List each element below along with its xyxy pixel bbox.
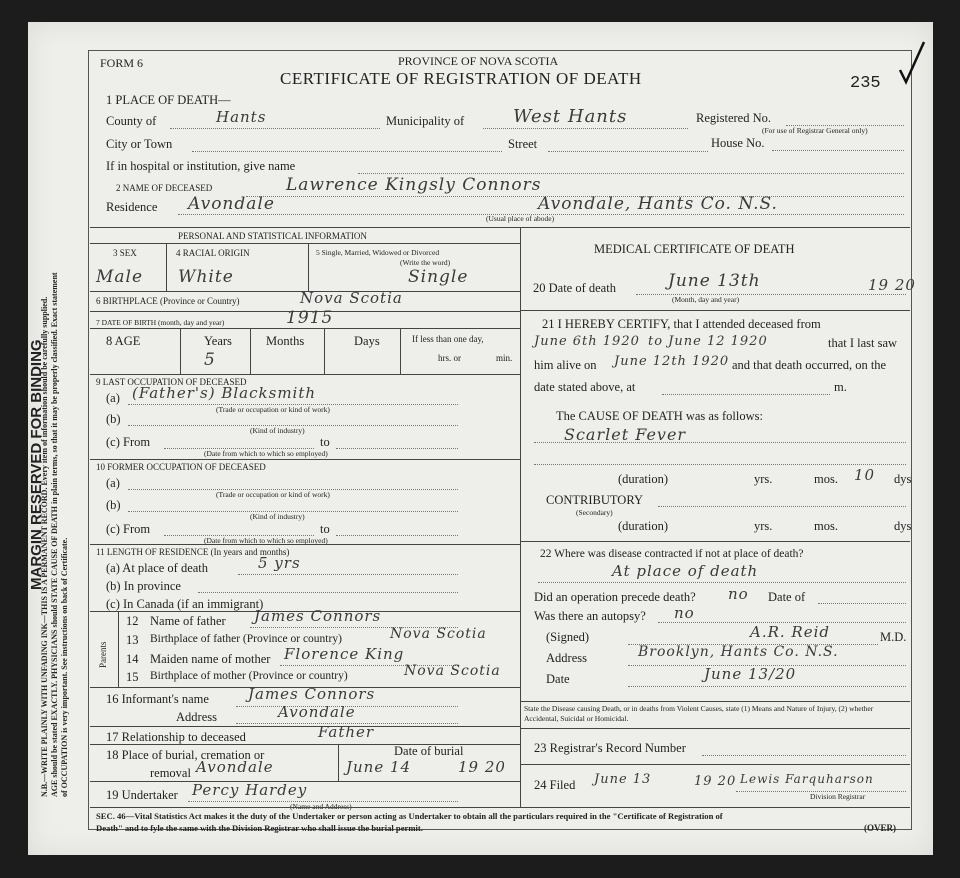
md-label: M.D. [880, 630, 907, 644]
autopsy-label: Was there an autopsy? [534, 609, 646, 623]
undertaker-value: Percy Hardey [192, 781, 308, 799]
physician-date-value: June 13/20 [704, 665, 797, 683]
residence-full-value: Avondale, Hants Co. N.S. [538, 194, 778, 214]
marital-label: 5 Single, Married, Widowed or Divorced [316, 248, 440, 257]
death-date-value: June 13th [668, 271, 761, 291]
occ-date-note: (Date from which to which so employed) [204, 449, 328, 458]
death-date-label: 20 Date of death [533, 281, 616, 295]
certificate-title: CERTIFICATE OF REGISTRATION OF DEATH [280, 69, 642, 88]
mother-bp-label: Birthplace of mother (Province or country) [150, 670, 348, 682]
county-value: Hants [216, 108, 267, 126]
birthplace-label: 6 BIRTHPLACE (Province or Country) [96, 296, 240, 306]
dob-label: 7 DATE OF BIRTH (month, day and year) [96, 318, 225, 327]
informant-address-value: Avondale [278, 703, 356, 721]
signed-label: (Signed) [546, 630, 590, 644]
months-label: Months [266, 334, 305, 348]
former-industry-note: (Kind of industry) [250, 512, 305, 521]
burial-year-value: 19 20 [458, 758, 506, 776]
age-label: 8 AGE [106, 334, 141, 348]
personal-heading: PERSONAL AND STATISTICAL INFORMATION [178, 231, 367, 241]
burial-date-label: Date of burial [394, 744, 464, 758]
duration-dys-2: dys [894, 519, 912, 533]
q22-label: 22 Where was disease contracted if not at place of death? [540, 548, 804, 560]
occ-industry-note: (Kind of industry) [250, 426, 305, 435]
physician-address-value: Brooklyn, Hants Co. N.S. [638, 644, 839, 660]
filed-year: 19 20 [694, 774, 737, 789]
undertaker-note: (Name and Address) [290, 802, 352, 811]
certify-m: m. [834, 380, 847, 394]
footer-text-1: SEC. 46—Vital Statistics Act makes it the duty of the Undertaker or person acting as Undertaker to obtain all the particulars required in the "Certificate of Registration of [96, 811, 723, 821]
operation-value: no [728, 585, 749, 603]
res-a-value: 5 yrs [258, 554, 301, 572]
registered-note: (For use of Registrar General only) [762, 126, 868, 135]
father-bp-label: Birthplace of father (Province or country) [150, 633, 342, 645]
former-a-label: (a) [106, 476, 120, 490]
race-label: 4 RACIAL ORIGIN [176, 248, 250, 258]
parents-side-label: Parents [98, 641, 108, 668]
burial-label-2: removal [150, 766, 191, 780]
sex-value: Male [96, 267, 144, 287]
division-registrar-note: Division Registrar [810, 792, 866, 801]
burial-label: 18 Place of burial, cremation or [106, 748, 265, 762]
father-value: James Connors [254, 607, 382, 625]
min-label: min. [496, 353, 513, 363]
days-label: Days [354, 334, 380, 348]
last-occupation-heading: 9 LAST OCCUPATION OF DECEASED [96, 377, 247, 387]
informant-value: James Connors [248, 685, 376, 703]
filed-value: June 13 [594, 772, 652, 787]
usual-abode-note: (Usual place of abode) [486, 214, 555, 223]
duration-yrs: yrs. [754, 472, 773, 486]
margin-note-2: AGE should be stated EXACTLY. PHYSICIANS should STATE CAUSE OF DEATH in plain terms, so that it may be properly classified. Exact statement [50, 272, 59, 797]
residence-value: Avondale [188, 194, 275, 214]
parent-13: 13 [126, 633, 139, 647]
duration-label: (duration) [618, 472, 668, 486]
certificate-paper [28, 22, 933, 855]
parent-15: 15 [126, 670, 139, 684]
former-to-label: to [320, 522, 330, 536]
res-b-label: (b) In province [106, 579, 181, 593]
attended-to-value: to June 12 1920 [648, 334, 768, 349]
form-number: FORM 6 [100, 56, 144, 70]
margin-note-3: of OCCUPATION is very important. See instructions on back of Certificate. [60, 537, 69, 797]
certify-text-1: 21 I HEREBY CERTIFY, that I attended deceased from [542, 317, 821, 331]
birthplace-value: Nova Scotia [300, 289, 403, 307]
physician-date-label: Date [546, 672, 570, 686]
city-label: City or Town [106, 137, 173, 151]
informant-label: 16 Informant's name [106, 692, 209, 706]
mother-label: Maiden name of mother [150, 652, 271, 666]
occ-a-value: (Father's) Blacksmith [132, 384, 317, 402]
name-label: 2 NAME OF DECEASED [116, 183, 213, 193]
years-value: 5 [204, 350, 216, 370]
checkmark-icon [898, 40, 928, 90]
duration-label-2: (duration) [618, 519, 668, 533]
county-label: County of [106, 114, 157, 128]
residence-label: Residence [106, 200, 158, 214]
hrs-label: hrs. or [438, 353, 461, 363]
parent-14: 14 [126, 652, 139, 666]
duration-mos: mos. [814, 472, 838, 486]
binding-margin-label: MARGIN RESERVED FOR BINDING [28, 339, 45, 590]
q22-value: At place of death [612, 562, 759, 580]
death-date-note: (Month, day and year) [672, 295, 740, 304]
violent-note: State the Disease causing Death, or in deaths from Violent Causes, state (1) Means and Nature of Injury, (2) whether Accidental, Suicidal or Homicidal. [524, 704, 874, 723]
marital-note: (Write the word) [400, 258, 451, 267]
res-c-label: (c) In Canada (if an immigrant) [106, 597, 264, 611]
contributory-label: CONTRIBUTORY [546, 493, 644, 507]
signed-value: A.R. Reid [750, 623, 831, 641]
last-seen-value: June 12th 1920 [614, 354, 730, 369]
medical-heading: MEDICAL CERTIFICATE OF DEATH [594, 242, 795, 256]
former-b-label: (b) [106, 498, 121, 512]
former-trade-note: (Trade or occupation or kind of work) [216, 490, 330, 499]
footer-over: (OVER) [864, 823, 896, 833]
name-value: Lawrence Kingsly Connors [286, 175, 542, 195]
secondary-note: (Secondary) [576, 508, 613, 517]
cause-label: The CAUSE OF DEATH was as follows: [556, 409, 763, 423]
street-label: Street [508, 137, 538, 151]
occ-from-label: (c) From [106, 435, 151, 449]
operation-label: Did an operation precede death? [534, 590, 696, 604]
filed-label: 24 Filed [534, 778, 576, 792]
certify-text-2: that I last saw [828, 336, 898, 350]
hospital-label: If in hospital or institution, give name [106, 159, 296, 173]
occ-to-label: to [320, 435, 330, 449]
registrar-record-label: 23 Registrar's Record Number [534, 741, 686, 755]
operation-date-label: Date of [768, 590, 806, 604]
municipality-label: Municipality of [386, 114, 465, 128]
race-value: White [178, 267, 234, 287]
cause-value: Scarlet Fever [564, 425, 687, 444]
certify-text-5: date stated above, at [534, 380, 636, 394]
registrar-signature: Lewis Farquharson [740, 772, 874, 786]
parent-12: 12 [126, 614, 139, 628]
duration-mos-2: mos. [814, 519, 838, 533]
relationship-value: Father [318, 723, 375, 741]
certify-text-3: him alive on [534, 358, 597, 372]
certificate-number: 235 [850, 74, 881, 93]
res-a-label: (a) At place of death [106, 561, 209, 575]
mother-bp-value: Nova Scotia [404, 663, 501, 679]
sex-label: 3 SEX [113, 248, 137, 258]
municipality-value: West Hants [513, 106, 628, 127]
attended-from-value: June 6th 1920 [534, 334, 640, 349]
occ-b-label: (b) [106, 412, 121, 426]
registered-label: Registered No. [696, 111, 771, 125]
former-date-note: (Date from which to which so employed) [204, 536, 328, 545]
margin-note-1: N.B.—WRITE PLAINLY WITH UNFADING INK—THIS IS A PERMANENT RECORD. Every item of information should be carefully supplied. [40, 296, 49, 797]
years-label: Years [204, 334, 232, 348]
occ-trade-note: (Trade or occupation or kind of work) [216, 405, 330, 414]
duration-value: 10 [854, 466, 876, 484]
death-year-value: 19 20 [868, 276, 916, 294]
father-bp-value: Nova Scotia [390, 626, 487, 642]
duration-yrs-2: yrs. [754, 519, 773, 533]
physician-address-label: Address [546, 651, 587, 665]
province-title: PROVINCE OF NOVA SCOTIA [398, 54, 559, 68]
informant-address-label: Address [176, 710, 217, 724]
burial-date-value: June 14 [346, 758, 412, 776]
former-occupation-heading: 10 FORMER OCCUPATION OF DECEASED [96, 462, 266, 472]
undertaker-label: 19 Undertaker [106, 788, 178, 802]
less-label: If less than one day, [412, 334, 484, 344]
dob-value: 1915 [286, 308, 334, 328]
footer-text-2: Death" and to fyle the same with the Division Registrar who shall issue the burial permit. [96, 823, 423, 833]
burial-value: Avondale [196, 758, 274, 776]
relationship-label: 17 Relationship to deceased [106, 730, 246, 744]
place-heading: 1 PLACE OF DEATH— [106, 93, 231, 107]
mother-value: Florence King [284, 645, 405, 663]
house-label: House No. [711, 136, 765, 150]
duration-dys: dys [894, 472, 912, 486]
residence-length-heading: 11 LENGTH OF RESIDENCE (In years and months) [96, 547, 290, 557]
certify-text-4: and that death occurred, on the [732, 358, 887, 372]
marital-value: Single [408, 267, 469, 287]
autopsy-value: no [674, 604, 695, 622]
father-label: Name of father [150, 614, 226, 628]
former-from-label: (c) From [106, 522, 151, 536]
occ-a-label: (a) [106, 391, 120, 405]
